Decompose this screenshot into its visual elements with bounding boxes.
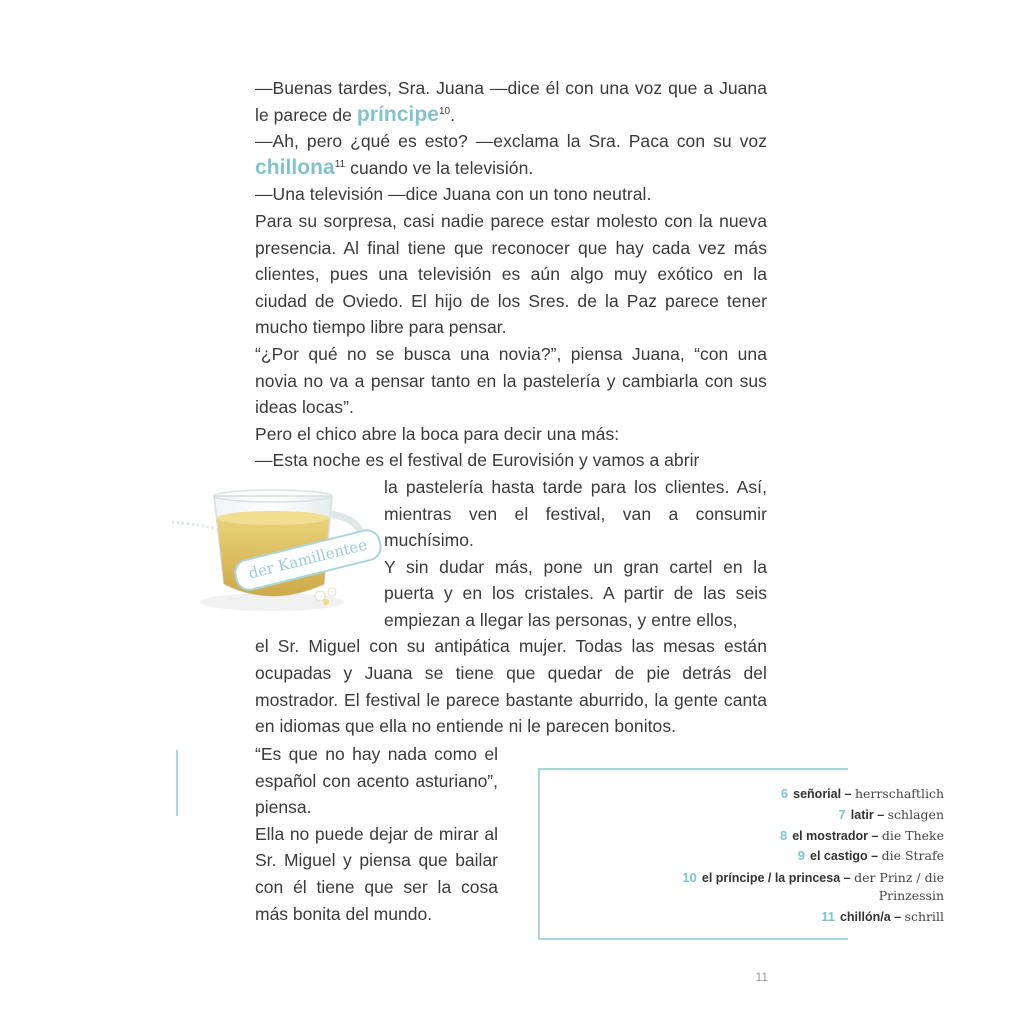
page-number: 11: [755, 970, 768, 984]
paragraph-1: —Buenas tardes, Sra. Juana —dice él con una voz que a Juana le parece de príncipe$^{10}$.: [255, 78, 767, 126]
paragraph-2: —Ah, pero ¿qué es esto? —exclama la Sra. Paca con su voz chillona$^{11}$ cuando ve la televisión.: [255, 131, 767, 179]
paragraph-8-wrap: Y sin dudar más, pone un gran cartel en la puerta y en los cristales. A partir de las seis empiezan a llegar las personas, y entre ellos,: [384, 556, 767, 630]
margin-rule: [176, 750, 178, 816]
paragraph-5: “¿Por qué no se busca una novia?”, piensa Juana, “con una novia no va a pensar tanto en la pastelería y cambiarla con sus ideas locas”.: [255, 343, 767, 418]
glossary-item: 7 latir – schlagen: [838, 806, 944, 822]
image-caption-label: der Kamillentee: [231, 526, 384, 593]
glossary-item: 11 chillón/a – schrill: [821, 909, 944, 925]
glossary-item: 10 el príncipe / la princesa – der Prinz / die Prinzessin: [682, 870, 944, 904]
paragraph-8-rest: el Sr. Miguel con su antipática mujer. Todas las mesas están ocupadas y Juana se tiene que quedar de pie detrás del mostrador. El festival le parece bastante aburrido, la gente canta en idiomas que ella no entiende ni le parecen bonitos.: [255, 636, 767, 737]
paragraph-9: “Es que no hay nada como el español con acento asturiano”, piensa.: [255, 744, 498, 818]
keyword-chillona: chillona: [255, 155, 335, 179]
main-text-top: [255, 75, 767, 740]
keyword-principe: príncipe: [356, 102, 439, 126]
paragraph-7-rest: la pastelería hasta tarde para los clientes. Así, mientras ven el festival, van a consumir muchísimo.: [384, 476, 767, 551]
paragraph-7-lead: —Esta noche es el festival de Eurovisión y vamos a abrir: [255, 450, 700, 471]
glossary-item: 9 el castigo – die Strafe: [797, 848, 944, 864]
glossary-item: 8 el mostrador – die Theke: [780, 827, 944, 843]
paragraph-3: —Una televisión —dice Juana con un tono neutral.: [255, 184, 652, 205]
glossary-item: 6 señorial – herrschaftlich: [780, 786, 944, 801]
main-text-bottom: [255, 741, 498, 927]
footnote-ref-10: 10: [438, 105, 451, 117]
paragraph-10: Ella no puede dejar de mirar al Sr. Miguel y piensa que bailar con él tiene que ser la cosa más bonita del mundo.: [255, 823, 498, 924]
paragraph-4: Para su sorpresa, casi nadie parece estar molesto con la nueva presencia. Al final tiene que reconocer que hay cada vez más clientes, pues una televisión es aún algo muy exótico en la ciudad de Oviedo. El hijo de los Sres. de la Paz parece tener mucho tiempo libre para pensar.: [255, 210, 767, 338]
glossary-list: [644, 784, 944, 928]
paragraph-6: Pero el chico abre la boca para decir una más:: [255, 423, 620, 444]
footnote-ref-11: 11: [334, 158, 346, 170]
